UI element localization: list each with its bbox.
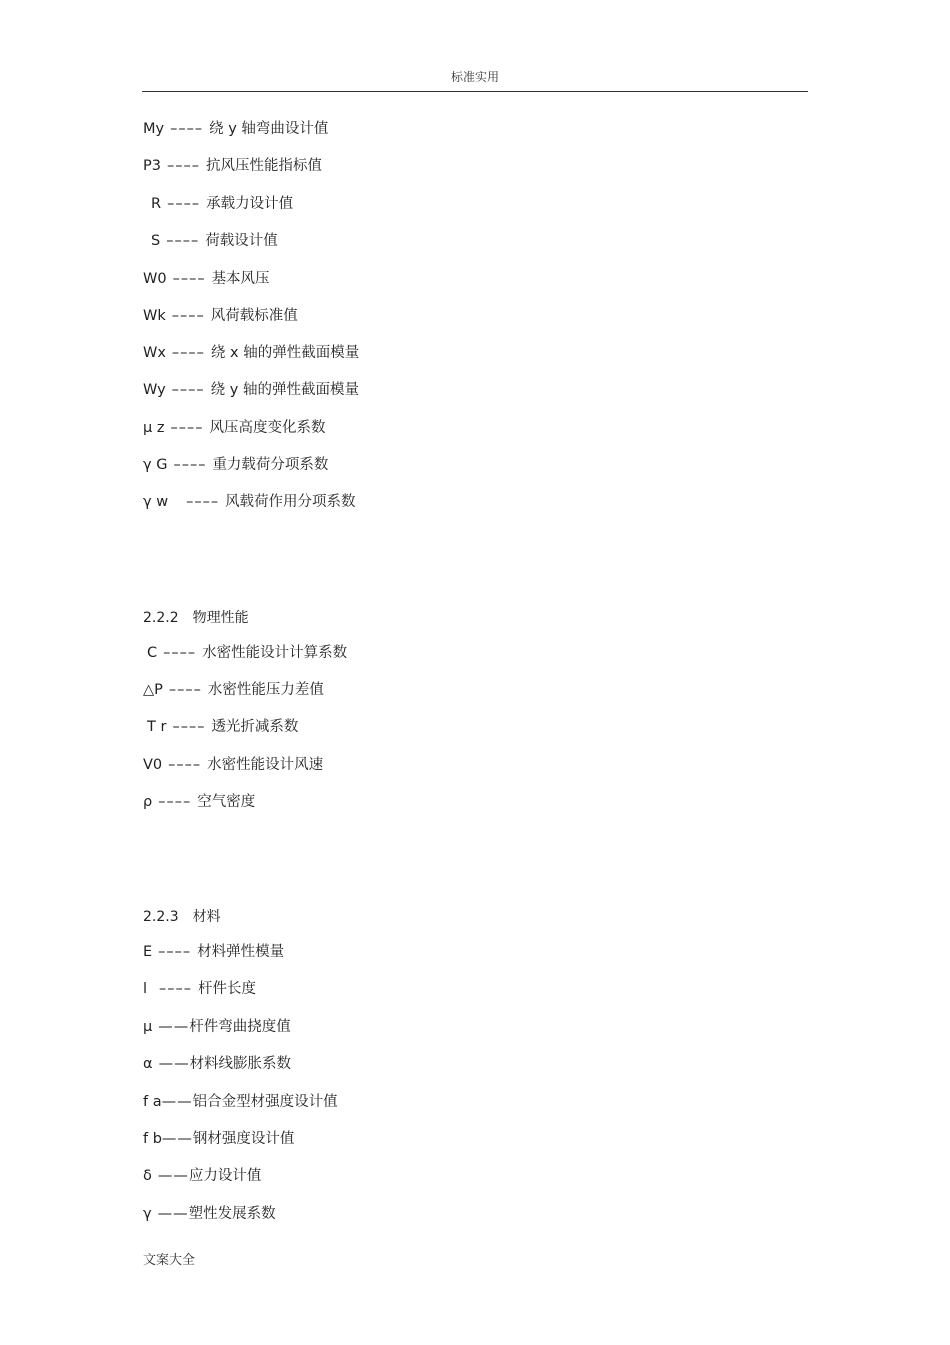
dash: –––– <box>171 308 205 324</box>
dash: —— <box>161 1094 193 1110</box>
symbol-row <box>143 1055 291 1073</box>
symbol-row <box>143 793 255 811</box>
symbol: f a <box>143 1094 162 1110</box>
symbol: V0 <box>143 757 163 773</box>
dash: –––– <box>158 794 192 810</box>
symbol-row <box>143 1205 276 1223</box>
dash: –––– <box>170 121 204 137</box>
symbol-desc: 铝合金型材强度设计值 <box>192 1094 338 1110</box>
symbol: l <box>143 981 148 997</box>
symbol-row <box>151 195 293 213</box>
symbol-desc: 荷载设计值 <box>205 233 278 249</box>
dash: –––– <box>166 233 200 249</box>
symbol-row <box>143 493 356 511</box>
symbol-desc: 塑性发展系数 <box>188 1206 276 1222</box>
symbol: α <box>143 1056 153 1072</box>
symbol-row <box>143 1093 338 1111</box>
symbol-row <box>143 943 284 961</box>
dash: –––– <box>168 682 202 698</box>
symbol-desc: 水密性能压力差值 <box>207 682 324 698</box>
symbol-row <box>143 756 323 774</box>
symbol-desc: 材料弹性模量 <box>197 944 285 960</box>
symbol-desc: 水密性能设计风速 <box>207 757 324 773</box>
symbol-row <box>143 1167 261 1185</box>
symbol: T r <box>147 719 167 735</box>
dash: —— <box>158 1019 190 1035</box>
dash: —— <box>157 1168 189 1184</box>
symbol-desc: 风荷载标准值 <box>210 308 298 324</box>
symbol: μ <box>143 1019 153 1035</box>
symbol-row <box>143 1018 291 1036</box>
symbol-row <box>143 1130 294 1148</box>
symbol-desc: 抗风压性能指标值 <box>205 158 322 174</box>
dash: –––– <box>171 382 205 398</box>
symbol-row <box>143 419 325 437</box>
dash: –––– <box>166 158 200 174</box>
dash: –––– <box>158 944 192 960</box>
symbol-row <box>143 980 256 998</box>
header-rule <box>142 91 808 92</box>
symbol-desc: 绕 y 轴的弹性截面模量 <box>210 382 359 398</box>
symbol: S <box>151 233 161 249</box>
section-heading: 物理性能 <box>192 610 249 626</box>
section-heading: 材料 <box>192 909 221 925</box>
symbol-desc: 风压高度变化系数 <box>209 420 326 436</box>
dash: –––– <box>171 345 205 361</box>
symbol: My <box>143 121 165 137</box>
symbol-desc: 承载力设计值 <box>206 196 294 212</box>
dash: –––– <box>163 645 197 661</box>
page-header: 标准实用 <box>450 70 499 84</box>
symbol-row <box>143 381 359 399</box>
symbol-desc: 风载荷作用分项系数 <box>225 494 356 510</box>
dash: –––– <box>168 757 202 773</box>
dash: —— <box>158 1056 190 1072</box>
symbol: f b <box>143 1131 162 1147</box>
symbol-desc: 材料线膨胀系数 <box>189 1056 292 1072</box>
symbol: δ <box>143 1168 152 1184</box>
symbol: W0 <box>143 271 167 287</box>
symbol: Wy <box>143 382 166 398</box>
section-title-materials <box>143 906 221 926</box>
dash: –––– <box>170 420 204 436</box>
symbol-desc: 透光折减系数 <box>211 719 299 735</box>
symbol: E <box>143 944 153 960</box>
symbol-desc: 应力设计值 <box>188 1168 262 1184</box>
symbol: ρ <box>143 794 153 810</box>
symbol-row <box>143 681 324 699</box>
symbol: R <box>151 196 162 212</box>
dash: –––– <box>159 981 193 997</box>
symbol-row <box>143 157 322 175</box>
section-number: 2.2.2 <box>143 610 179 626</box>
symbol: μ z <box>143 420 165 436</box>
symbol-desc: 绕 y 轴弯曲设计值 <box>209 121 329 137</box>
symbol: △P <box>143 682 163 698</box>
section-title-physical <box>143 607 249 627</box>
symbol-row <box>147 644 347 662</box>
symbol-desc: 重力载荷分项系数 <box>212 457 329 473</box>
dash: –––– <box>173 457 207 473</box>
symbol-desc: 水密性能设计计算系数 <box>202 645 348 661</box>
symbol: Wx <box>143 345 166 361</box>
symbol-row <box>143 270 270 288</box>
dash: —— <box>157 1206 189 1222</box>
symbol-desc: 空气密度 <box>197 794 256 810</box>
symbol-desc: 杆件弯曲挠度值 <box>189 1019 291 1035</box>
symbol: P3 <box>143 158 161 174</box>
symbol-row <box>143 344 359 362</box>
symbol-desc: 杆件长度 <box>198 981 257 997</box>
symbol: γ w <box>143 494 169 510</box>
symbol-row <box>151 232 278 250</box>
symbol-desc: 绕 x 轴的弹性截面模量 <box>210 345 360 361</box>
symbol-desc: 钢材强度设计值 <box>192 1131 295 1147</box>
dash: –––– <box>172 271 206 287</box>
section-number: 2.2.3 <box>143 909 179 925</box>
symbol-desc: 基本风压 <box>211 271 270 287</box>
symbol: Wk <box>143 308 166 324</box>
symbol: C <box>147 645 158 661</box>
symbol-row <box>143 120 328 138</box>
dash: –––– <box>167 196 201 212</box>
page-footer: 文案大全 <box>143 1253 196 1268</box>
symbol-row <box>143 307 298 325</box>
symbol-row <box>147 718 298 736</box>
dash: –––– <box>172 719 206 735</box>
dash: –––– <box>186 494 220 510</box>
symbol-row <box>143 456 328 474</box>
symbol: γ G <box>143 457 168 473</box>
symbol: γ <box>143 1206 152 1222</box>
dash: —— <box>161 1131 193 1147</box>
